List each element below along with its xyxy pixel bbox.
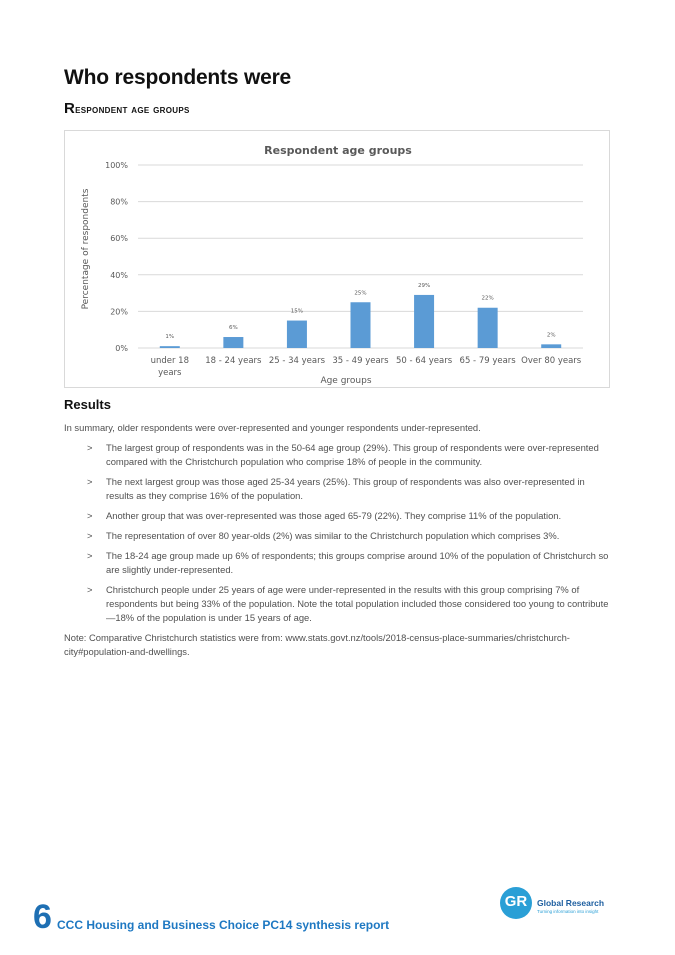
bullet-marker: > [87, 442, 93, 453]
list-item [64, 549, 614, 577]
bullet-marker: > [87, 510, 93, 521]
logo-mark-text: GR [504, 893, 528, 910]
data-label: 1% [165, 334, 175, 341]
source-note: Note: Comparative Christchurch statistics were from: www.stats.govt.nz/tools/2018-census-place-summaries/christchurch-city#population-and-dwellings. [64, 632, 570, 657]
bullet-text: The largest group of respondents was in the 50-64 age group (29%). This group of respondents were over-represented compared with the Christchurch population who comprise 18% of people in the community. [106, 442, 599, 467]
y-tick-label: 20% [110, 307, 128, 317]
x-axis-label: Age groups [320, 376, 372, 386]
list-item [64, 475, 614, 503]
bullet-marker: > [87, 476, 93, 487]
data-label: 25% [354, 290, 367, 297]
bar [541, 344, 561, 348]
x-tick-label: years [158, 368, 182, 378]
y-tick-label: 0% [115, 344, 128, 353]
logo-name: Global Research [537, 898, 605, 908]
list-item [64, 583, 614, 625]
chart-container [64, 130, 610, 388]
results-body [64, 421, 614, 665]
y-tick-label: 40% [110, 270, 128, 280]
results-intro: In summary, older respondents were over-represented and younger respondents under-represented. [64, 422, 481, 433]
bullet-marker: > [87, 550, 93, 561]
section-heading [64, 100, 190, 117]
list-item [64, 509, 614, 523]
y-tick-label: 60% [110, 234, 128, 244]
data-label: 29% [417, 282, 431, 289]
results-bullet-list [64, 441, 614, 625]
bar [414, 295, 434, 348]
bar [287, 321, 307, 348]
logo-tagline: Turning information into insight [537, 909, 599, 914]
bar [160, 346, 180, 348]
bar-chart [65, 131, 611, 389]
list-item [64, 529, 614, 543]
x-tick-label: 65 - 79 years [459, 356, 516, 366]
y-tick-label: 100% [105, 161, 128, 170]
x-tick-label: Over 80 years [521, 356, 582, 366]
chart-title: Respondent age groups [264, 144, 412, 157]
footer-report-title: CCC Housing and Business Choice PC14 synthesis report [57, 918, 390, 932]
data-label: 6% [228, 325, 238, 332]
y-tick-label: 80% [110, 197, 128, 207]
x-tick-label: 18 - 24 years [205, 356, 262, 366]
page-title: Who respondents were [64, 66, 292, 89]
section-heading-rest: espondent age groups [75, 102, 190, 116]
results-heading: Results [64, 397, 111, 412]
x-tick-label: 25 - 34 years [268, 356, 326, 366]
list-item [64, 441, 614, 469]
global-research-logo [500, 887, 620, 923]
logo-mark-icon [500, 887, 532, 919]
x-tick-label: under 18 [150, 356, 189, 366]
bullet-marker: > [87, 530, 93, 541]
data-label: 2% [546, 332, 556, 339]
x-tick-label: 35 - 49 years [332, 356, 389, 366]
data-label: 22% [481, 295, 494, 302]
y-axis-label: Percentage of respondents [81, 188, 91, 310]
x-tick-label: 50 - 64 years [395, 356, 453, 366]
bullet-marker: > [87, 584, 93, 595]
bar [223, 337, 243, 348]
bar [351, 302, 371, 348]
page-number: 6 [33, 898, 52, 936]
bullet-text: Another group that was over-represented was those aged 65-79 (22%). They comprise 11% of the population. [106, 510, 562, 521]
data-label: 15% [290, 308, 304, 315]
bullet-text: The representation of over 80 year-olds (2%) was similar to the Christchurch population which comprises 3%. [106, 530, 560, 541]
bullet-text: The next largest group was those aged 25-34 years (25%). This group of respondents was also over-represented in results as they comprise 16% of the population. [106, 476, 585, 501]
section-heading-initial: R [64, 100, 76, 117]
bullet-text: Christchurch people under 25 years of age were under-represented in the results with this group comprising 7% of respondents but being 33% of the population. Note the total population included those considered too young to contribute—18% of the population is under 15 years of age. [106, 584, 609, 623]
bar [478, 308, 498, 348]
bullet-text: The 18-24 age group made up 6% of respondents; this groups comprise around 10% of the population of Christchurch so are slightly under-represented. [106, 550, 609, 575]
